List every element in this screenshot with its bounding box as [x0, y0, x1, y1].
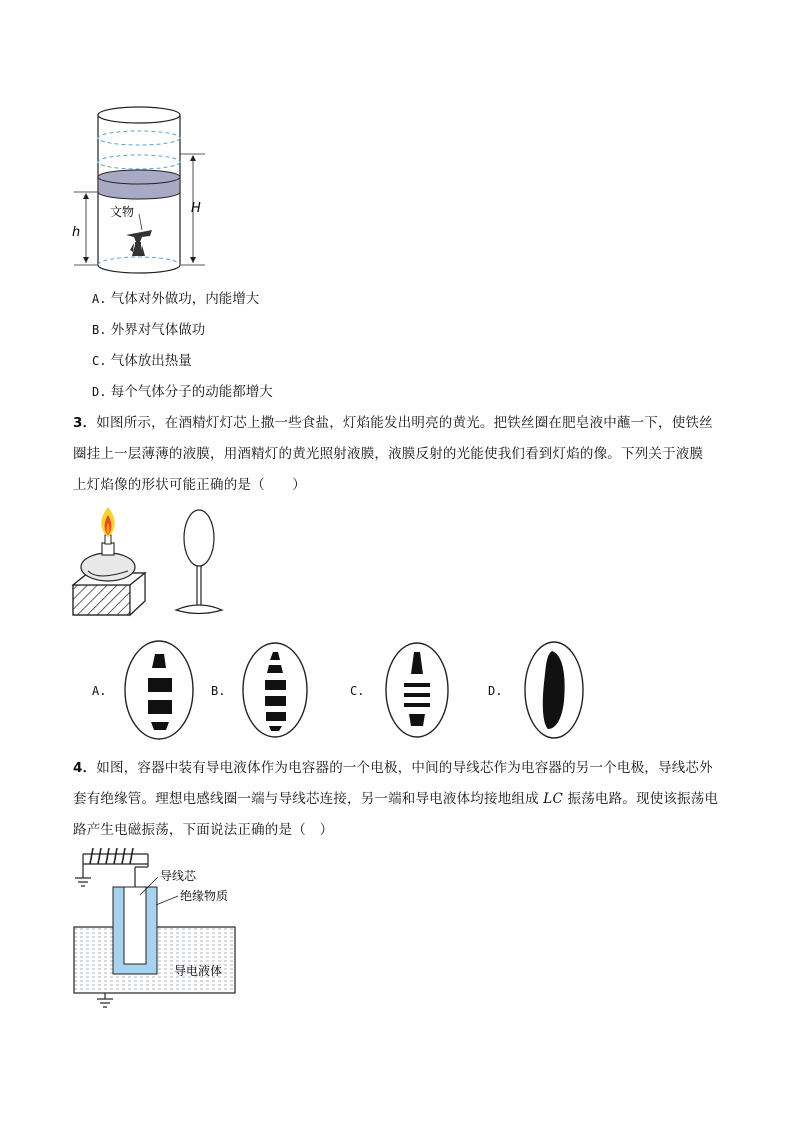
q3-option-c-label[interactable]: C.: [350, 684, 365, 698]
q3-line-1: 如图所示，在酒精灯灯芯上撒一些食盐，灯焰能发出明亮的黄光。把铁丝圈在肥皂液中蘸一下，使铁丝: [96, 415, 713, 431]
option-key: B.: [92, 323, 107, 337]
wire-loop-stand-icon: [176, 510, 222, 614]
lamp-and-loop-figure: [68, 505, 258, 620]
inductor-coil-icon: [83, 848, 148, 887]
q2-option-c[interactable]: [92, 352, 192, 370]
option-key: C.: [92, 354, 107, 368]
q4-line-1: 如图，容器中装有导电液体作为电容器的一个电极，中间的导线芯作为电容器的另一个电极，导线芯外: [96, 760, 713, 776]
q2-option-d[interactable]: [92, 383, 273, 401]
option-key: D.: [92, 385, 107, 399]
q3-options: [70, 638, 690, 743]
q2-option-a[interactable]: [92, 290, 259, 308]
h-label: h: [72, 225, 81, 240]
q3-option-b-label[interactable]: B.: [211, 684, 226, 698]
q4-line-2b: 振荡电路。现使该振荡电: [563, 791, 719, 807]
artifact-label: 文物: [110, 205, 135, 219]
q3-option-d-image[interactable]: [522, 639, 586, 741]
option-text: 每个气体分子的动能都增大: [110, 384, 273, 400]
artifact-icon: [126, 214, 152, 256]
liquid-label: 导电液体: [174, 964, 223, 978]
question-number: 3．: [73, 415, 97, 431]
cylinder-figure: [60, 100, 220, 275]
question-4-stem: [73, 753, 723, 846]
question-number: 4．: [73, 760, 97, 776]
H-label: H: [191, 201, 201, 216]
q4-line-2a: 套有绝缘管。理想电感线圈一端与导线芯连接，另一端和导电液体均接地组成: [73, 791, 544, 807]
option-text: 外界对气体做功: [110, 322, 206, 338]
q3-option-d-label[interactable]: D.: [488, 684, 503, 698]
q3-line-2: 圈挂上一层薄薄的液膜，用酒精灯的黄光照射液膜，液膜反射的光能使我们看到灯焰的像。下列关于液膜: [73, 446, 704, 462]
insulation-label: 绝缘物质: [180, 889, 229, 903]
q3-line-3: 上灯焰像的形状可能正确的是（ ）: [73, 477, 306, 493]
ground-icon: [75, 878, 91, 886]
core-label: 导线芯: [160, 869, 197, 883]
lc-symbol: LC: [543, 791, 563, 807]
option-text: 气体对外做功，内能增大: [110, 291, 260, 307]
q2-option-b[interactable]: [92, 321, 205, 339]
q3-option-a-image[interactable]: [122, 638, 196, 742]
alcohol-lamp-icon: [81, 507, 135, 581]
q3-option-c-image[interactable]: [383, 640, 451, 740]
q3-option-a-label[interactable]: A.: [92, 684, 107, 698]
option-text: 气体放出热量: [110, 353, 192, 369]
lc-circuit-figure: [68, 843, 243, 1013]
ground-icon: [97, 993, 113, 1007]
question-3-stem: [73, 408, 723, 501]
option-key: A.: [92, 292, 107, 306]
q4-line-3: 路产生电磁振荡，下面说法正确的是（ ）: [73, 822, 334, 838]
q3-option-b-image[interactable]: [240, 640, 310, 740]
